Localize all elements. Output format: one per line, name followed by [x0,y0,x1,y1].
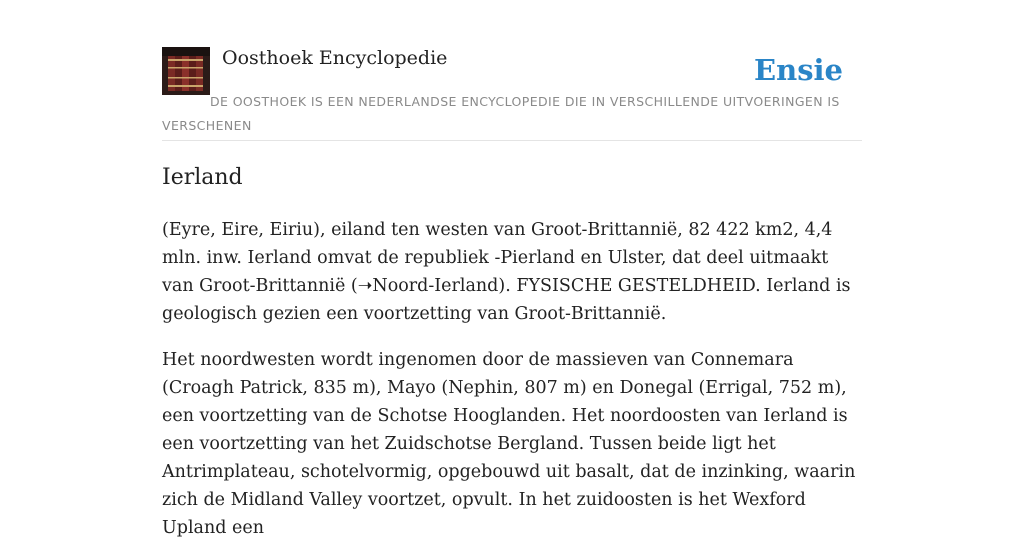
site-tagline: DE OOSTHOEK IS EEN NEDERLANDSE ENCYCLOPEDIE DIE IN VERSCHILLENDE UITVOERINGEN IS VERSCHENEN [162,94,840,133]
article-body [162,216,862,560]
encyclopedia-books-icon[interactable] [162,47,210,95]
site-header [162,46,862,141]
brand-logo[interactable]: Ensie [754,53,843,87]
article-paragraph: Het noordwesten wordt ingenomen door de massieven van Connemara (Croagh Patrick, 835 m), Mayo (Nephin, 807 m) en Donegal (Errigal, 752 m), een voortzetting van de Schotse Hooglanden. Het noordoosten van Ierland is een voortzetting van het Zuidschotse Bergland. Tussen beide ligt het Antrimplateau, schotelvormig, opgebouwd uit basalt, dat de inzinking, waarin zich de Midland Valley voortzet, opvult. In het zuidoosten is het Wexford Upland een [162,350,856,538]
article-title: Ierland [162,165,243,190]
article-paragraph: (Eyre, Eire, Eiriu), eiland ten westen van Groot-Brittannië, 82 422 km2, 4,4 mln. inw. Ierland omvat de republiek -Pierland en Ulster, dat deel uitmaakt van Groot-Brittannië (➝Noord-Ierland). FYSISCHE GESTELDHEID. Ierland is geologisch gezien een voortzetting van Groot-Brittannië. [162,220,851,324]
site-name[interactable]: Oosthoek Encyclopedie [222,47,448,69]
